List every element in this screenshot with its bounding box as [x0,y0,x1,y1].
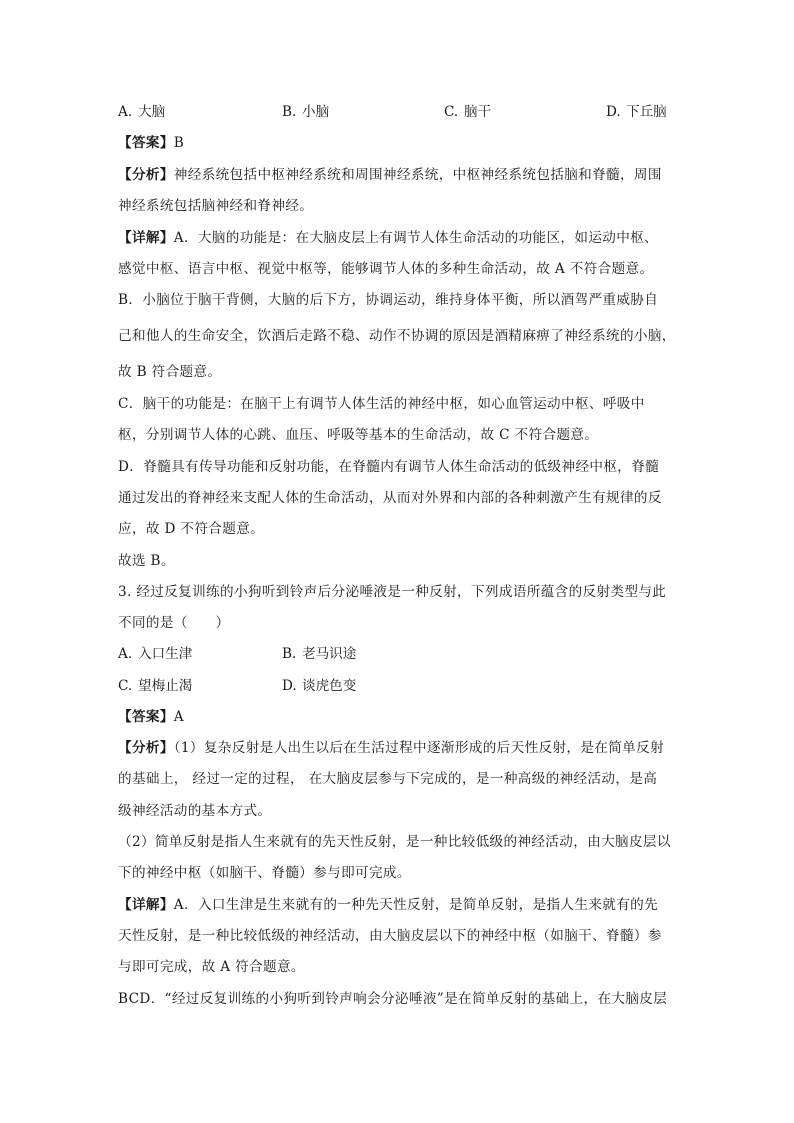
option-letter: C. [444,104,459,120]
q3-stem-line-1: 3. 经过反复训练的小狗听到铃声后分泌唾液是一种反射，下列成语所蕴含的反射类型与此 [118,584,667,600]
option-text: 大脑 [138,104,166,120]
option-text: 入口生津 [138,646,193,662]
option-letter: D. [606,104,621,120]
q2-choose: 故选 B。 [118,553,175,569]
q2-d-line-2: 通过发出的脊神经来支配人体的生命活动，从而对外界和内部的各种刺激产生有规律的反 [118,490,662,506]
q2-option-c [444,102,491,122]
q2-b-line-3: 故 B 符合题意。 [118,364,222,380]
q2-detail-line-1 [118,228,658,248]
answer-value: A [173,709,184,725]
detail-text: A．入口生津是生来就有的一种先天性反射，是简单反射，是指人生来就有的先 [173,897,659,913]
q3-option-b [282,644,356,664]
q2-analysis-line-1 [118,165,662,185]
q2-detail-line-2: 感觉中枢、语言中枢、视觉中枢等，能够调节人体的多种生命活动，故 A 不符合题意。 [118,261,654,277]
option-text: 脑干 [464,104,492,120]
option-text: 小脑 [302,104,330,120]
q3-analysis-line-2: 的基础上， 经过一定的过程， 在大脑皮层参与下完成的，是一种高级的神经活动，是高 [118,771,658,787]
q3-stem-line-2: 不同的是（ ） [118,615,230,631]
detail-tag: 【详解】 [118,897,174,913]
q2-option-a [118,102,165,122]
q2-option-b [282,102,329,122]
q3-bcd-line-1: BCD．“经过反复训练的小狗听到铃声响会分泌唾液”是在简单反射的基础上，在大脑皮层 [118,991,668,1007]
q2-analysis-line-2: 神经系统包括脑神经和脊神经。 [118,198,314,214]
q2-c-line-1: C．脑干的功能是：在脑干上有调节人体生活的神经中枢，如心血管运动中枢、呼吸中 [118,396,645,412]
detail-text: A．大脑的功能是：在大脑皮层上有调节人体生命活动的功能区，如运动中枢、 [173,230,659,246]
q2-b-line-1: B．小脑位于脑干背侧，大脑的后下方，协调运动，维持身体平衡，所以酒驾严重威胁自 [118,292,659,308]
answer-tag: 【答案】 [118,135,174,151]
analysis-tag: 【分析】 [118,167,174,183]
option-text: 老马识途 [302,646,357,662]
q3-option-a [118,644,192,664]
answer-tag: 【答案】 [118,709,174,725]
answer-value: B [173,135,185,151]
q3-option-d [282,676,356,696]
q2-option-d [606,102,667,122]
option-text: 下丘脑 [626,104,667,120]
option-letter: A. [118,646,133,662]
option-text: 谈虎色变 [302,678,357,694]
q3-answer [118,707,184,727]
option-text: 望梅止渴 [138,678,193,694]
q3-option-c [118,676,192,696]
option-letter: B. [282,646,297,662]
option-letter: B. [282,104,297,120]
q3-analysis-line-5: 下的神经中枢（如脑干、脊髓）参与即可完成。 [118,865,411,881]
analysis-tag: 【分析】 [118,740,174,756]
q2-d-line-3: 应，故 D 不符合题意。 [118,521,265,537]
option-letter: D. [282,678,297,694]
q3-analysis-line-1 [118,738,664,758]
option-letter: A. [118,104,133,120]
option-letter: C. [118,678,133,694]
q2-b-line-2: 己和他人的生命安全，饮酒后走路不稳、动作不协调的原因是酒精麻痹了神经系统的小脑， [118,328,676,344]
detail-tag: 【详解】 [118,230,174,246]
q2-answer [118,133,184,153]
q2-c-line-2: 枢，分别调节人体的心跳、血压、呼吸等基本的生命活动，故 C 不符合题意。 [118,427,599,443]
q2-d-line-1: D．脊髓具有传导功能和反射功能，在脊髓内有调节人体生命活动的低级神经中枢，脊髓 [118,459,660,475]
q3-analysis-line-3: 级神经活动的基本方式。 [118,803,272,819]
analysis-text: （1）复杂反射是人出生以后在生活过程中逐渐形成的后天性反射，是在简单反射 [173,740,665,756]
q3-detail-line-1 [118,895,658,915]
q3-detail-line-3: 与即可完成，故 A 符合题意。 [118,959,305,975]
q3-analysis-line-4: （2）简单反射是指人生来就有的先天性反射，是一种比较低级的神经活动，由大脑皮层以 [118,834,671,850]
analysis-text: 神经系统包括中枢神经系统和周围神经系统，中枢神经系统包括脑和脊髓，周围 [173,167,662,183]
q3-detail-line-2: 天性反射，是一种比较低级的神经活动，由大脑皮层以下的神经中枢（如脑干、脊髓）参 [118,928,662,944]
